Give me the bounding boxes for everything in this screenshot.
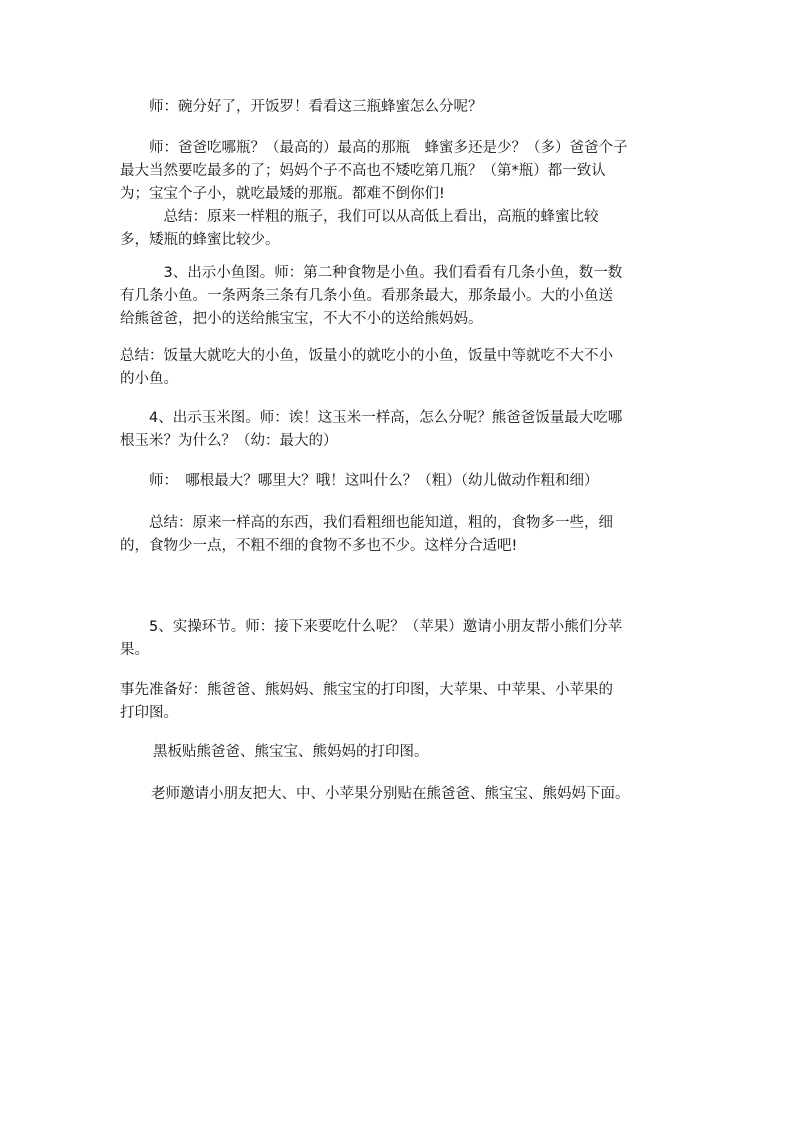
text-line: 总结：原来一样粗的瓶子，我们可以从高低上看出，高瓶的蜂蜜比较 bbox=[120, 209, 599, 225]
paragraph-apple-section bbox=[120, 616, 685, 662]
paragraph-fish-summary bbox=[120, 345, 685, 391]
text-line: 打印图。 bbox=[120, 705, 178, 721]
text-line: 黑板贴熊爸爸、熊宝宝、熊妈妈的打印图。 bbox=[124, 744, 429, 760]
text-line: 总结：原来一样高的东西，我们看粗细也能知道，粗的，食物多一些，细 bbox=[120, 515, 613, 531]
paragraph-honey-intro bbox=[120, 96, 685, 119]
paragraph-blackboard bbox=[124, 741, 689, 764]
paragraph-honey-discussion bbox=[120, 137, 685, 252]
text-line: 果。 bbox=[120, 642, 149, 658]
text-line: 为；宝宝个子小，就吃最矮的那瓶。都难不倒你们! bbox=[120, 186, 445, 202]
text-line: 师：碗分好了，开饭罗！看看这三瓶蜂蜜怎么分呢？ bbox=[120, 99, 483, 115]
text-line: 师： 哪根最大？哪里大？哦！这叫什么？（粗）（幼儿做动作粗和细） bbox=[120, 473, 599, 489]
text-line: 事先准备好：熊爸爸、熊妈妈、熊宝宝的打印图，大苹果、中苹果、小苹果的 bbox=[120, 682, 613, 698]
paragraph-teacher-invite bbox=[122, 783, 687, 806]
text-line: 总结：饭量大就吃大的小鱼，饭量小的就吃小的小鱼，饭量中等就吃不大不小 bbox=[120, 348, 613, 364]
text-line: 的小鱼。 bbox=[120, 371, 178, 387]
text-line: 的，食物少一点，不粗不细的食物不多也不少。这样分合适吧! bbox=[120, 538, 518, 554]
paragraph-corn-section bbox=[120, 407, 685, 453]
paragraph-corn-question bbox=[120, 470, 685, 493]
text-line: 5、实操环节。师：接下来要吃什么呢？（苹果）邀请小朋友帮小熊们分苹 bbox=[120, 619, 623, 635]
text-line: 3、出示小鱼图。师：第二种食物是小鱼。我们看看有几条小鱼，数一数 bbox=[120, 265, 623, 281]
text-line: 老师邀请小朋友把大、中、小苹果分别贴在熊爸爸、熊宝宝、熊妈妈下面。 bbox=[122, 786, 630, 802]
paragraph-preparation bbox=[120, 679, 685, 725]
paragraph-fish-section bbox=[120, 262, 685, 331]
text-line: 给熊爸爸，把小的送给熊宝宝，不大不小的送给熊妈妈。 bbox=[120, 311, 483, 327]
paragraph-corn-summary bbox=[120, 512, 685, 558]
text-line: 多，矮瓶的蜂蜜比较少。 bbox=[120, 232, 280, 248]
text-line: 4、出示玉米图。师：诶！这玉米一样高，怎么分呢？熊爸爸饭量最大吃哪 bbox=[120, 410, 623, 426]
text-line: 最大当然要吃最多的了；妈妈个子不高也不矮吃第几瓶？（第*瓶）都一致认 bbox=[120, 163, 606, 179]
text-line: 根玉米？为什么？（幼：最大的） bbox=[120, 433, 338, 449]
text-line: 师：爸爸吃哪瓶？（最高的）最高的那瓶 蜂蜜多还是少？（多）爸爸个子 bbox=[120, 140, 628, 156]
text-line: 有几条小鱼。一条两条三条有几条小鱼。看那条最大，那条最小。大的小鱼送 bbox=[120, 288, 613, 304]
